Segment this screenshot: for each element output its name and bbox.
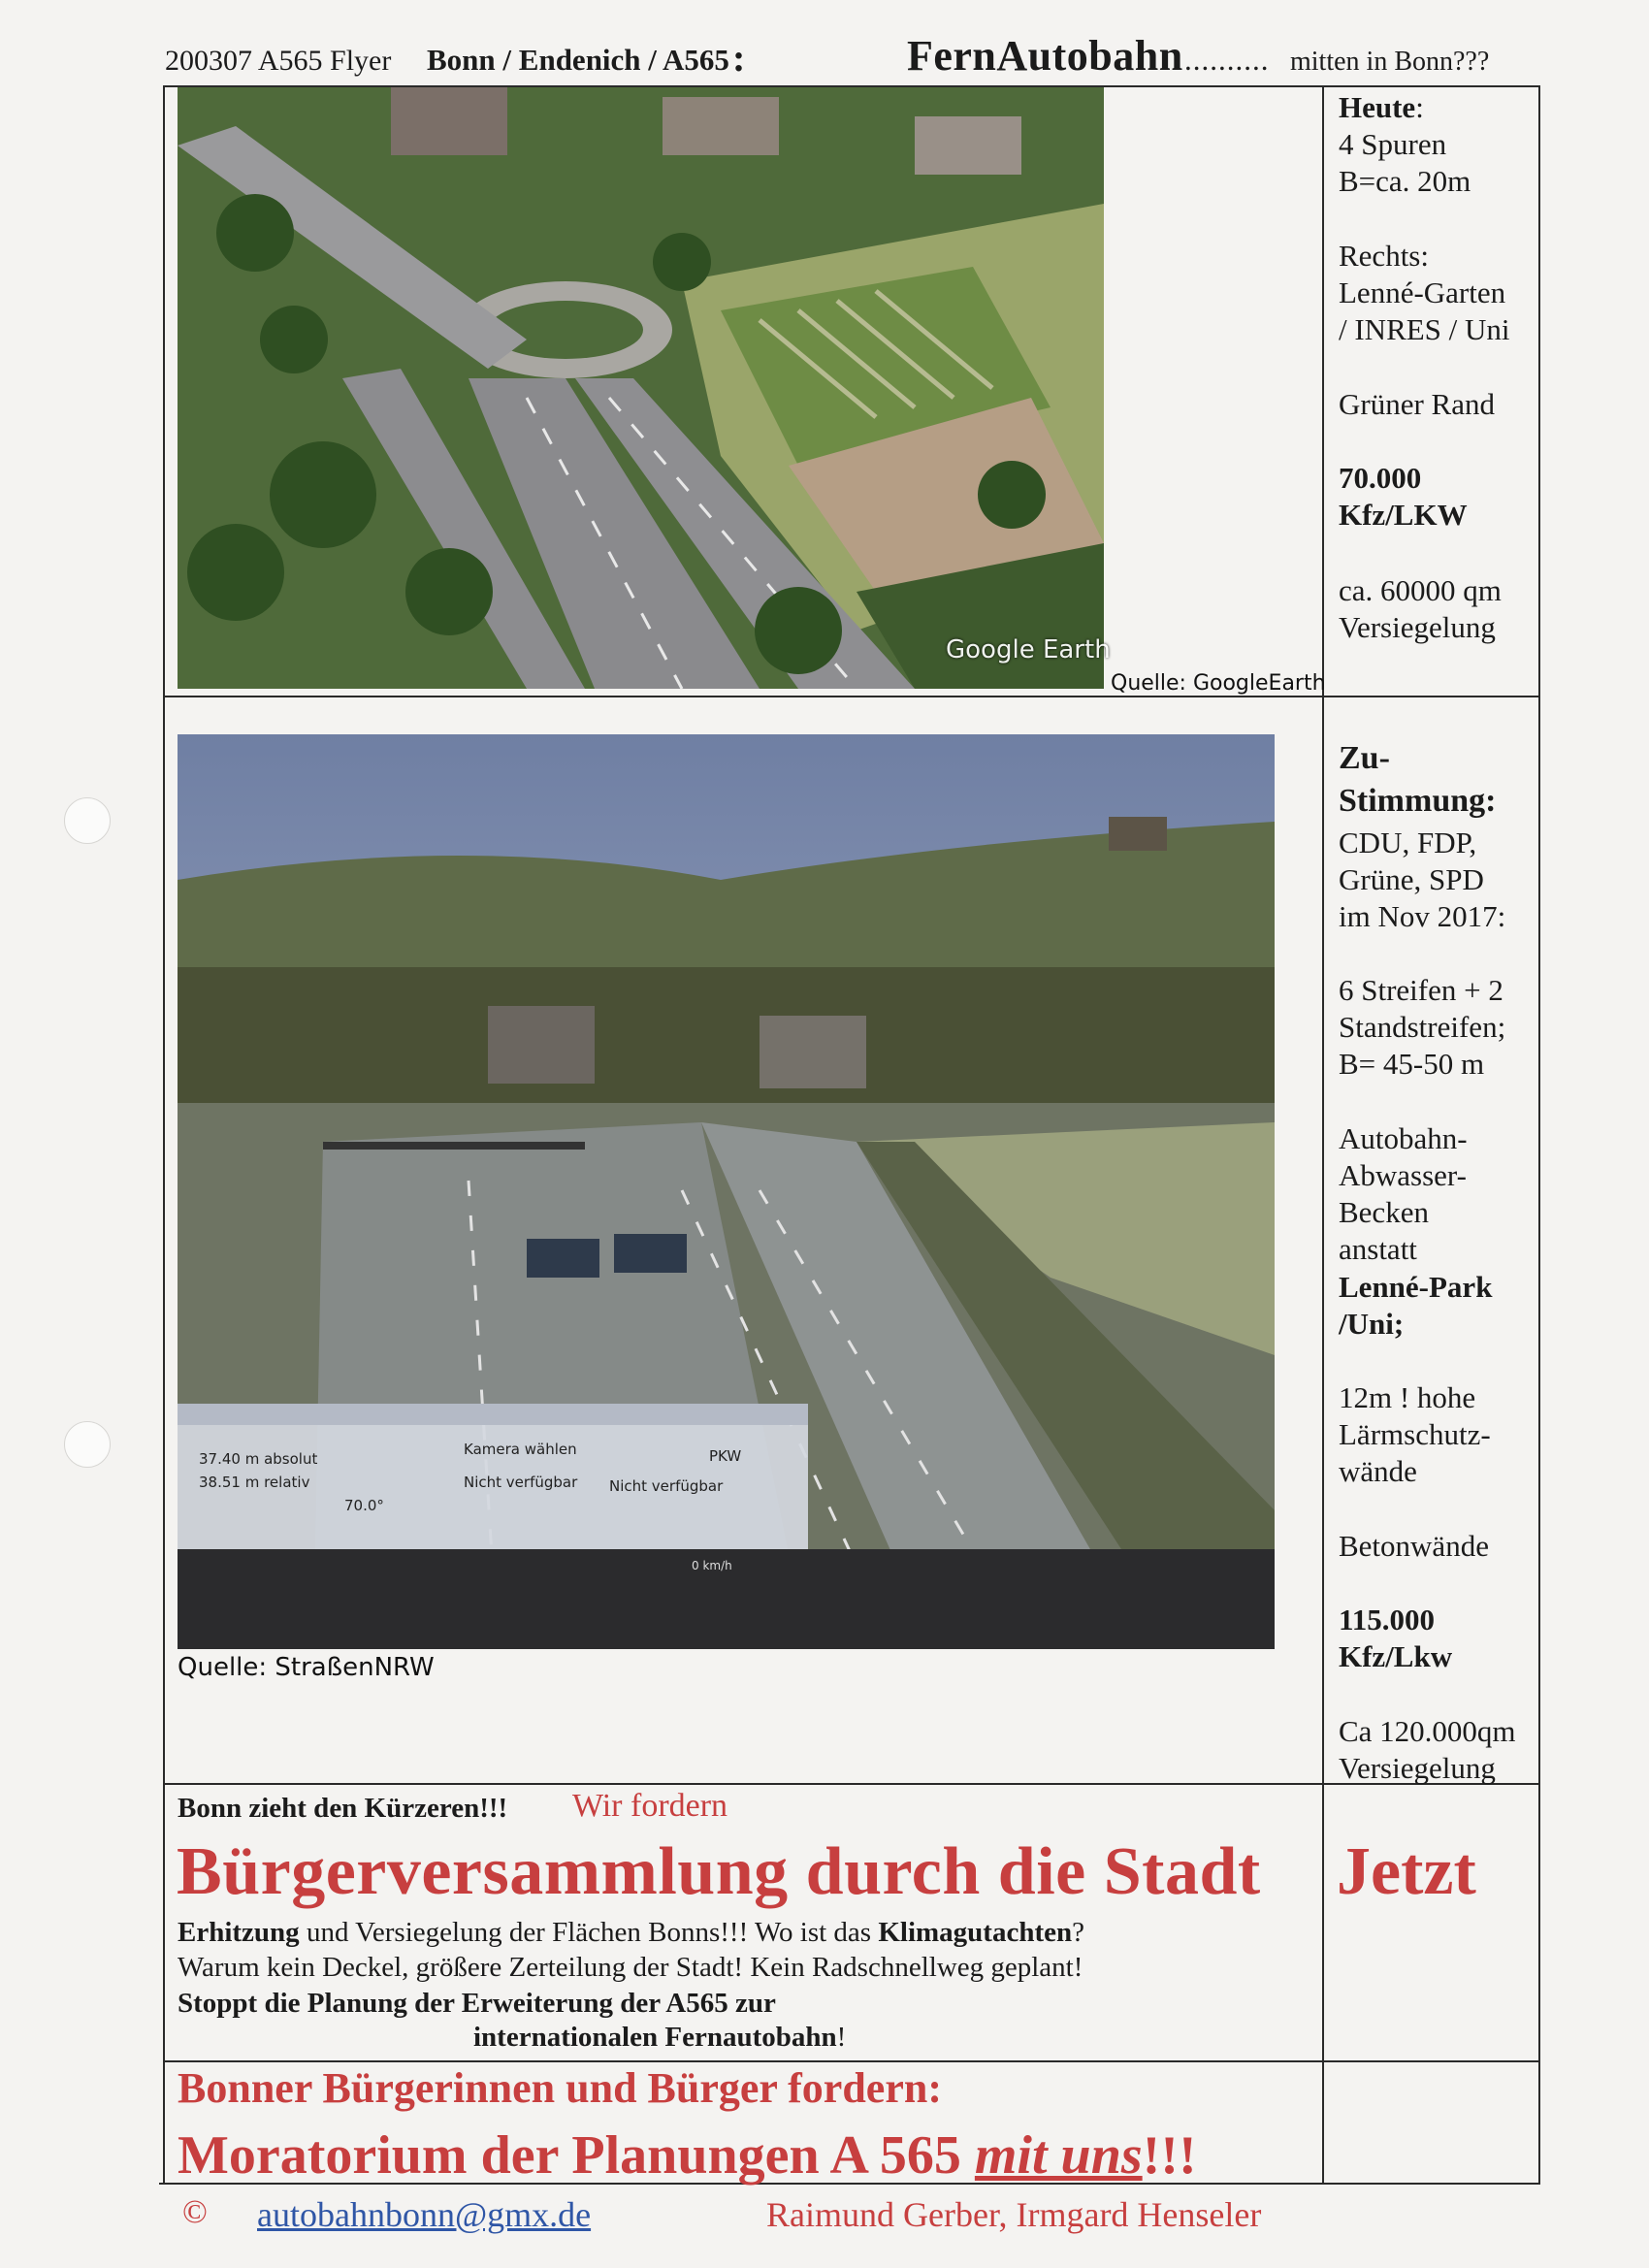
heat-word: Erhitzung xyxy=(178,1917,300,1948)
demand-line-stop: Stoppt die Planung der Erweiterung der A565 zur xyxy=(178,1988,776,2019)
photo1-source-caption: Quelle: GoogleEarth xyxy=(1111,671,1326,696)
today-colon: : xyxy=(1415,90,1424,124)
page-title: FernAutobahn xyxy=(907,32,1183,80)
demand-headline: Bürgerversammlung durch die Stadt xyxy=(177,1834,1261,1909)
ui-camera-select: Kamera wählen xyxy=(464,1441,577,1458)
today-green-edge: Grüner Rand xyxy=(1339,387,1495,421)
demand-line-international xyxy=(473,2022,846,2054)
title-dots: .......... xyxy=(1184,43,1270,77)
location-colon: : xyxy=(732,36,746,80)
title-question: mitten in Bonn??? xyxy=(1290,47,1490,77)
today-heading xyxy=(1339,89,1424,126)
international-end: ! xyxy=(836,2022,847,2053)
ui-option-2: Nicht verfügbar xyxy=(609,1477,724,1495)
authors: Raimund Gerber, Irmgard Henseler xyxy=(766,2195,1262,2234)
planning-render-photo xyxy=(178,734,1275,1649)
demand-intro: Bonn zieht den Kürzeren!!! xyxy=(178,1793,508,1824)
punch-hole-top xyxy=(64,797,111,844)
today-sealing: ca. 60000 qm Versiegelung xyxy=(1339,573,1502,644)
international-text: internationalen Fernautobahn xyxy=(473,2022,837,2053)
plan-park: Lenné-Park /Uni; xyxy=(1339,1270,1493,1341)
ui-angle: 70.0° xyxy=(344,1497,384,1514)
ui-value-absolute: 37.40 m absolut xyxy=(199,1450,318,1468)
moratorium-headline xyxy=(178,2124,1197,2187)
render-ui-values xyxy=(199,1447,384,1517)
location-heading: Bonn / Endenich / A565 xyxy=(427,43,729,77)
plan-noise-walls: 12m ! hohe Lärmschutz- wände xyxy=(1339,1380,1491,1488)
moratorium-text: Moratorium der Planungen A 565 xyxy=(178,2125,975,2186)
heat-text: und Versiegelung der Flächen Bonns!!! Wo ist das xyxy=(299,1917,879,1948)
google-earth-watermark: Google Earth xyxy=(946,635,1111,664)
ui-speed: 0 km/h xyxy=(692,1559,732,1572)
plan-concrete: Betonwände xyxy=(1339,1529,1489,1563)
demand-line-cover: Warum kein Deckel, größere Zerteilung der Stadt! Kein Radschnellweg geplant! xyxy=(178,1952,1083,1983)
today-label: Heute xyxy=(1339,90,1416,124)
ui-vehicle-select: PKW xyxy=(709,1447,742,1465)
demand-wir: Wir fordern xyxy=(572,1788,728,1824)
moratorium-exclaim: !!! xyxy=(1142,2125,1197,2186)
plan-sealing: Ca 120.000qm Versiegelung xyxy=(1339,1714,1516,1785)
climate-report-word: Klimagutachten xyxy=(878,1917,1073,1948)
moratorium-with-us: mit uns xyxy=(974,2125,1143,2186)
plan-traffic: 115.000 Kfz/Lkw xyxy=(1339,1603,1453,1673)
copyright-symbol: © xyxy=(182,2194,208,2230)
heat-end: ? xyxy=(1072,1917,1084,1948)
plan-basin: Autobahn- Abwasser- Becken anstatt xyxy=(1339,1121,1468,1266)
approval-heading: Zu- Stimmung: xyxy=(1339,740,1497,819)
citizens-demand: Bonner Bürgerinnen und Bürger fordern: xyxy=(178,2064,942,2112)
flyer-id: 200307 A565 Flyer xyxy=(165,45,392,77)
plan-lanes: 6 Streifen + 2 Standstreifen; B= 45-50 m xyxy=(1339,973,1506,1081)
ui-value-relative: 38.51 m relativ xyxy=(199,1474,310,1491)
demand-line-heat xyxy=(178,1917,1084,1949)
ui-option-1: Nicht verfügbar xyxy=(464,1474,578,1491)
punch-hole-bottom xyxy=(64,1421,111,1468)
photo2-source-caption: Quelle: StraßenNRW xyxy=(178,1653,435,1682)
aerial-photo xyxy=(178,87,1104,689)
contact-email-link[interactable]: autobahnbonn@gmx.de xyxy=(257,2195,592,2234)
today-lanes: 4 Spuren B=ca. 20m xyxy=(1339,127,1471,198)
demand-now: Jetzt xyxy=(1337,1834,1476,1909)
today-traffic: 70.000 Kfz/LKW xyxy=(1339,461,1468,532)
today-right-side: Rechts: Lenné-Garten / INRES / Uni xyxy=(1339,239,1510,346)
approval-parties: CDU, FDP, Grüne, SPD im Nov 2017: xyxy=(1339,826,1506,933)
